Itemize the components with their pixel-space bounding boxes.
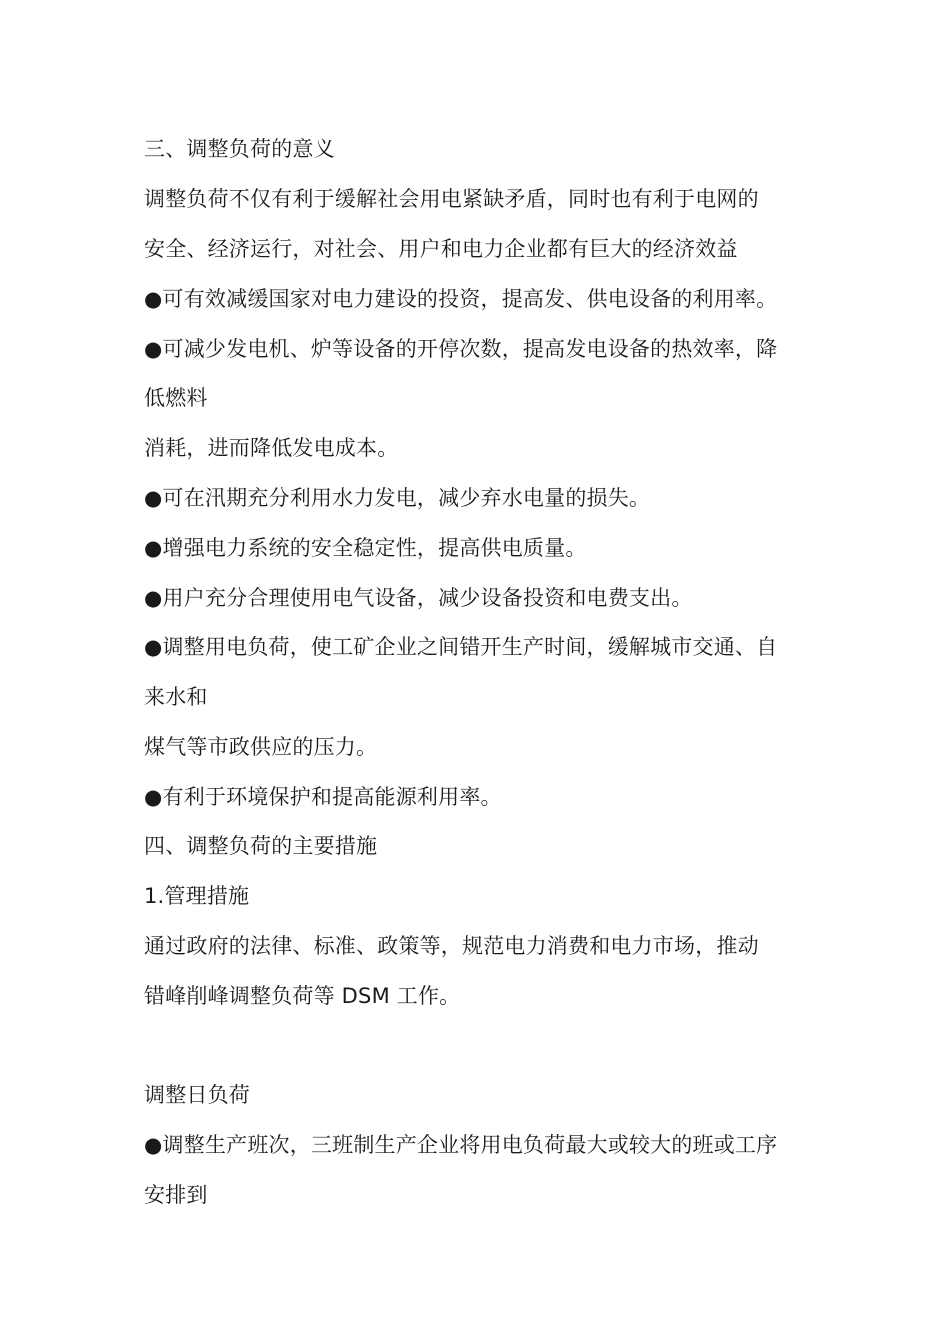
paragraph-line: 通过政府的法律、标准、政策等，规范电力消费和电力市场，推动 (144, 934, 759, 958)
paragraph-line: 消耗，进而降低发电成本。 (144, 436, 399, 460)
subsection-heading: 调整日负荷 (144, 1083, 250, 1107)
paragraph-line: 错峰削峰调整负荷等 DSM 工作。 (144, 984, 461, 1008)
bullet-line: ●可在汛期充分利用水力发电，减少弃水电量的损失。 (144, 486, 651, 510)
section-heading-3: 三、调整负荷的意义 (144, 137, 335, 161)
paragraph-line: 安排到 (144, 1183, 208, 1207)
paragraph-line: 安全、经济运行，对社会、用户和电力企业都有巨大的经济效益 (144, 237, 738, 261)
paragraph-line: 低燃料 (144, 386, 208, 410)
bullet-line: ●可减少发电机、炉等设备的开停次数，提高发电设备的热效率，降 (144, 337, 778, 361)
paragraph-line: 来水和 (144, 685, 208, 709)
subsection-heading: 1.管理措施 (144, 884, 250, 908)
bullet-line: ●可有效减缓国家对电力建设的投资，提高发、供电设备的利用率。 (144, 287, 778, 311)
paragraph-line: 调整负荷不仅有利于缓解社会用电紧缺矛盾，同时也有利于电网的 (144, 187, 759, 211)
bullet-line: ●增强电力系统的安全稳定性，提高供电质量。 (144, 536, 587, 560)
bullet-line: ●调整生产班次，三班制生产企业将用电负荷最大或较大的班或工序 (144, 1133, 778, 1157)
bullet-line: ●有利于环境保护和提高能源利用率。 (144, 785, 502, 809)
bullet-line: ●用户充分合理使用电气设备，减少设备投资和电费支出。 (144, 586, 693, 610)
paragraph-line: 煤气等市政供应的压力。 (144, 735, 378, 759)
section-heading-4: 四、调整负荷的主要措施 (144, 834, 378, 858)
bullet-line: ●调整用电负荷，使工矿企业之间错开生产时间，缓解城市交通、自 (144, 635, 778, 659)
